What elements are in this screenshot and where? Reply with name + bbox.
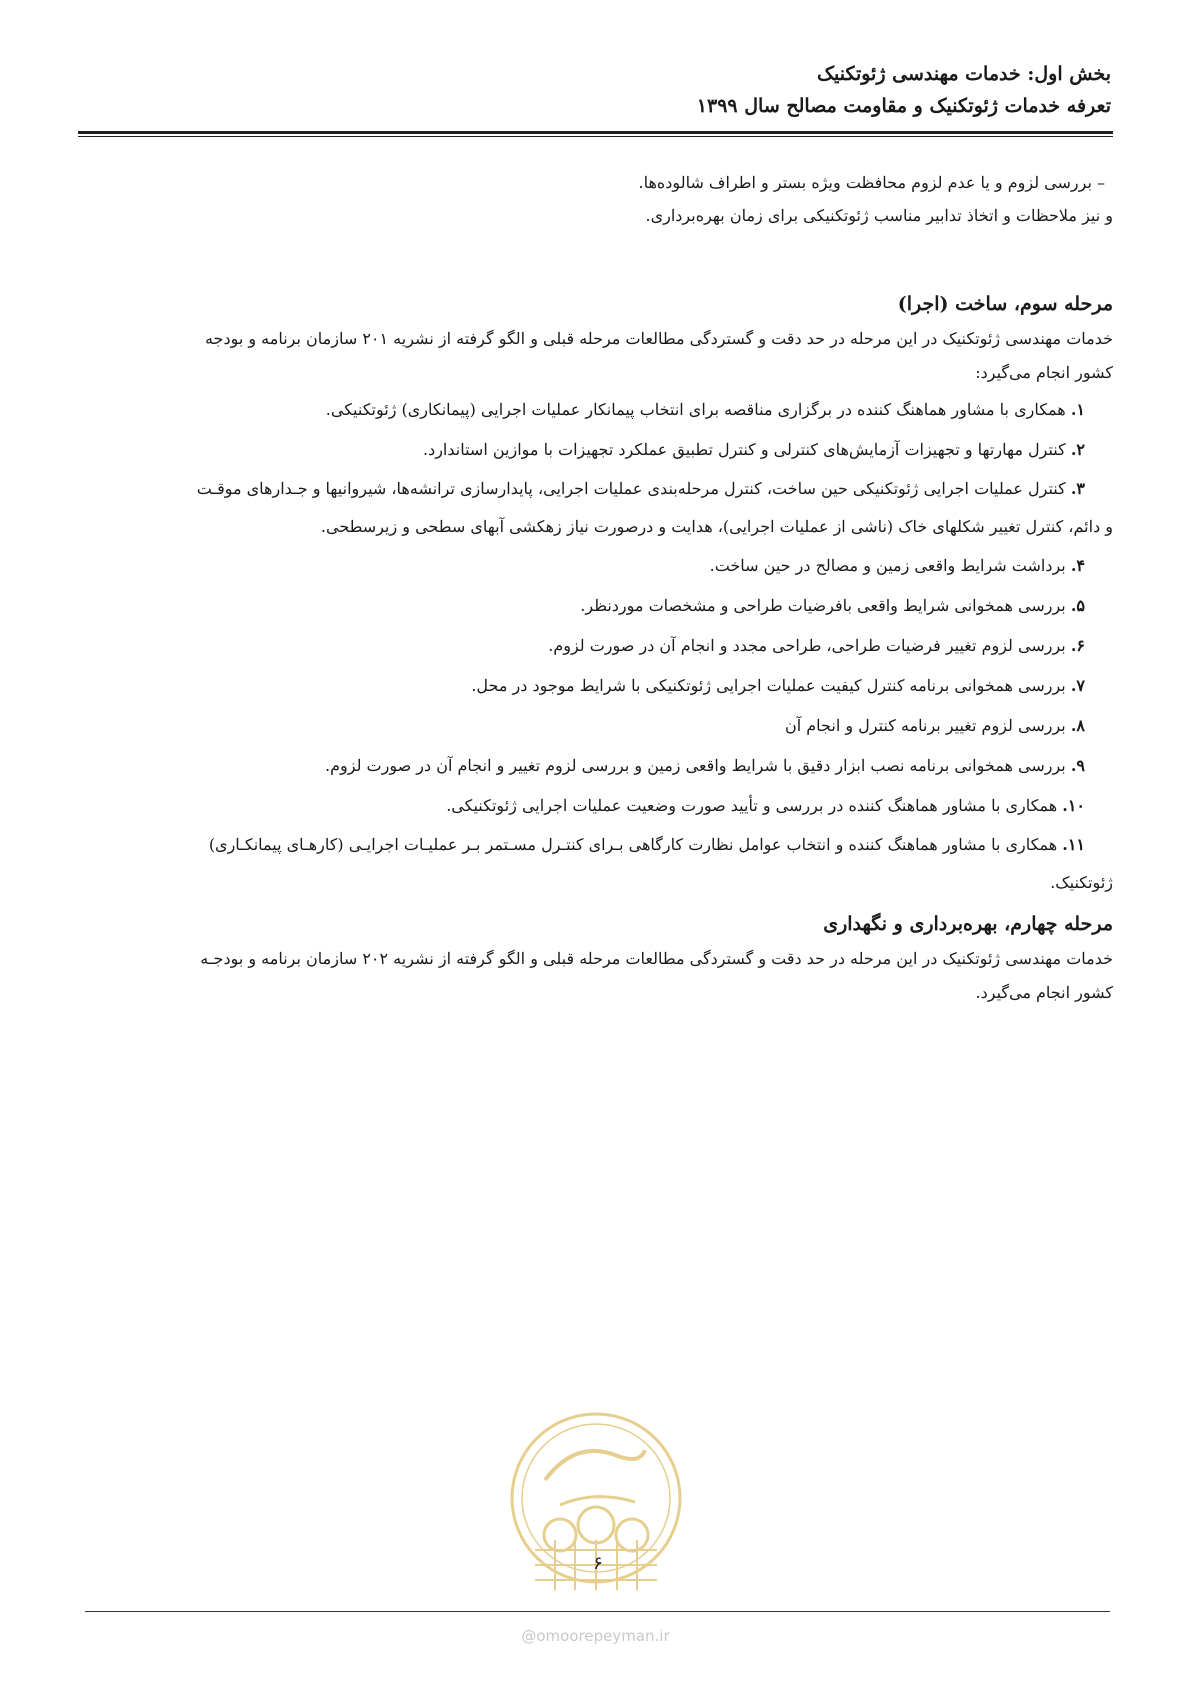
section-3-paragraph-line-2: کشور انجام می‌گیرد: bbox=[975, 363, 1113, 382]
section-3-list bbox=[78, 390, 1113, 902]
list-item-text: بررسی همخوانی شرایط واقعی بافرضیات طراحی و مشخصات موردنظر. bbox=[580, 596, 1066, 615]
list-item bbox=[78, 666, 1113, 706]
list-item bbox=[78, 470, 1113, 546]
list-item bbox=[78, 430, 1113, 470]
list-item-number: ۱۱. bbox=[1062, 835, 1085, 854]
page-number: ۶ bbox=[593, 1553, 603, 1574]
list-item bbox=[78, 786, 1113, 826]
intro-line-1: – بررسی لزوم و یا عدم لزوم محافظت ویژه بستر و اطراف شالوده‌ها. bbox=[638, 173, 1105, 192]
section-3-paragraph bbox=[78, 322, 1113, 390]
list-item-text: بررسی همخوانی برنامه نصب ابزار دقیق با شرایط واقعی زمین و بررسی لزوم تغییر و انجام آن در صورت لزوم. bbox=[325, 756, 1066, 775]
header-rule-thick bbox=[78, 131, 1113, 134]
list-item-text: کنترل عملیات اجرایی ژئوتکنیکی حین ساخت، کنترل مرحله‌بندی عملیات اجرایی، پایدارسازی ترانشه‌ها، شیروانیها و جـدارهای موقـت bbox=[196, 479, 1066, 498]
page-header bbox=[81, 58, 1111, 122]
list-item-number: ۶. bbox=[1070, 636, 1085, 655]
list-item-text: همکاری با مشاور هماهنگ کننده و انتخاب عوامل نظارت کارگاهی بـرای کنتـرل مسـتمر بـر عملیـات اجرایـی (کارهـای پیمانکـاری) bbox=[208, 835, 1058, 854]
list-item bbox=[78, 586, 1113, 626]
section-4-heading: مرحله چهارم، بهره‌برداری و نگهداری bbox=[823, 913, 1113, 935]
header-document-title: تعرفه خدمات ژئوتکنیک و مقاومت مصالح سال ۱۳۹۹ bbox=[696, 95, 1111, 117]
section-4-paragraph bbox=[78, 942, 1113, 1010]
list-item-number: ۷. bbox=[1070, 676, 1085, 695]
list-item-number: ۴. bbox=[1070, 556, 1085, 575]
list-item bbox=[78, 390, 1113, 430]
list-item-text-continued: و دائم، کنترل تغییر شکلهای خاک (ناشی از عملیات اجرایی)، هدایت و درصورت نیاز زهکشی آبهای سطحی و زیرسطحی. bbox=[320, 517, 1113, 536]
list-item-number: ۱۰. bbox=[1062, 796, 1085, 815]
list-item-number: ۹. bbox=[1070, 756, 1085, 775]
header-section-title: بخش اول: خدمات مهندسی ژئوتکنیک bbox=[816, 63, 1111, 85]
list-item-number: ۳. bbox=[1070, 479, 1085, 498]
list-item-number: ۲. bbox=[1070, 440, 1085, 459]
list-item bbox=[78, 706, 1113, 746]
list-item-number: ۸. bbox=[1070, 716, 1085, 735]
list-item-text: بررسی لزوم تغییر برنامه کنترل و انجام آن bbox=[784, 716, 1066, 735]
list-item-text: کنترل مهارتها و تجهیزات آزمایش‌های کنترلی و کنترل تطبیق عملکرد تجهیزات با موازین استاندارد. bbox=[422, 440, 1066, 459]
list-item-text: همکاری با مشاور هماهنگ کننده در برگزاری مناقصه برای انتخاب پیمانکار عملیات اجرایی (پیمانکاری) ژئوتکنیکی. bbox=[325, 400, 1066, 419]
list-item-text: برداشت شرایط واقعی زمین و مصالح در حین ساخت. bbox=[709, 556, 1066, 575]
list-item bbox=[78, 546, 1113, 586]
intro-line-2: و نیز ملاحظات و اتخاذ تدابیر مناسب ژئوتکنیکی برای زمان بهره‌برداری. bbox=[645, 206, 1113, 225]
section-4-paragraph-line-1: خدمات مهندسی ژئوتکنیک در این مرحله در حد دقت و گستردگی مطالعات مرحله قبلی و الگو گرفته از نشریه ۲۰۲ سازمان برنامه و بودجـه bbox=[200, 949, 1113, 968]
section-4-paragraph-line-2: کشور انجام می‌گیرد. bbox=[975, 983, 1113, 1002]
list-item bbox=[78, 826, 1113, 902]
list-item-text: بررسی همخوانی برنامه کنترل کیفیت عملیات اجرایی ژئوتکنیکی با شرایط موجود در محل. bbox=[471, 676, 1066, 695]
list-item-text-continued: ژئوتکنیک. bbox=[1050, 873, 1113, 892]
watermark-url: @omoorepeyman.ir bbox=[521, 1627, 670, 1645]
list-item bbox=[78, 626, 1113, 666]
list-item-number: ۱. bbox=[1070, 400, 1085, 419]
list-item bbox=[78, 746, 1113, 786]
header-rule-thin bbox=[78, 136, 1113, 137]
list-item-number: ۵. bbox=[1070, 596, 1085, 615]
list-item-text: همکاری با مشاور هماهنگ کننده در بررسی و تأیید صورت وضعیت عملیات اجرایی ژئوتکنیکی. bbox=[446, 796, 1058, 815]
page-body bbox=[78, 166, 1113, 1010]
section-3-heading: مرحله سوم، ساخت (اجرا) bbox=[897, 293, 1113, 315]
list-item-text: بررسی لزوم تغییر فرضیات طراحی، طراحی مجدد و انجام آن در صورت لزوم. bbox=[548, 636, 1066, 655]
footer-rule bbox=[85, 1611, 1110, 1612]
section-3-paragraph-line-1: خدمات مهندسی ژئوتکنیک در این مرحله در حد دقت و گستردگی مطالعات مرحله قبلی و الگو گرفته از نشریه ۲۰۱ سازمان برنامه و بودجه bbox=[204, 329, 1113, 348]
